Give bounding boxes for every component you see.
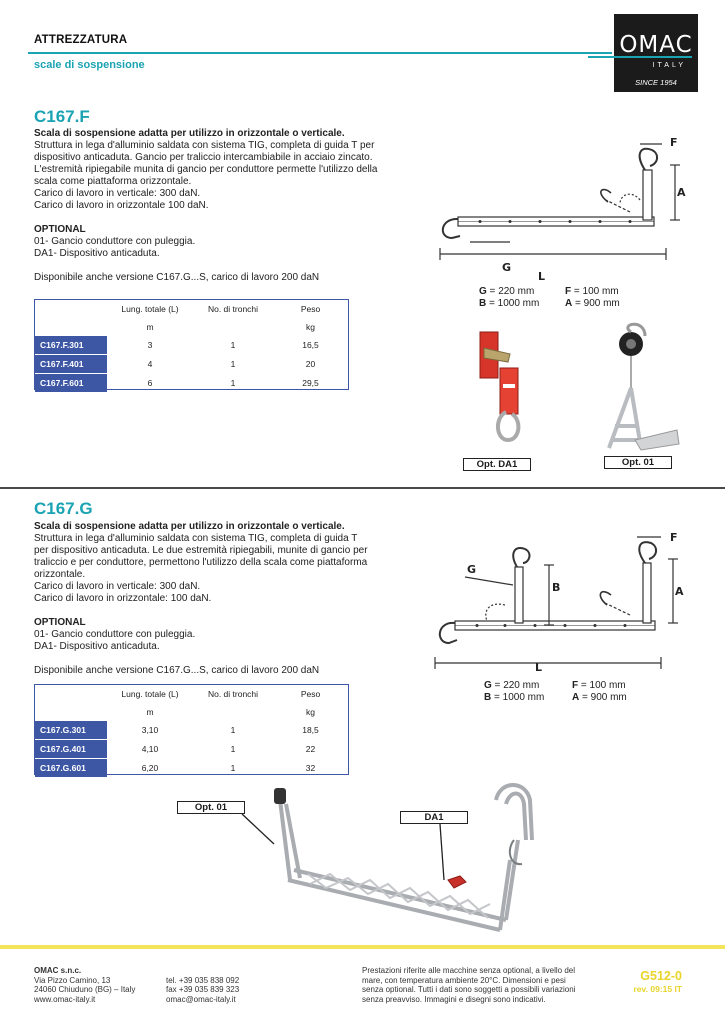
- weight-cell: 29,5: [302, 378, 319, 388]
- dim-row: B = 1000 mm A = 900 mm: [479, 298, 620, 309]
- subcategory-title: scale di sospensione: [34, 59, 145, 71]
- table-header-row: [35, 300, 348, 318]
- callout-lines: [240, 812, 480, 882]
- description-line: Carico di lavoro in verticale: 300 daN.: [34, 188, 201, 199]
- table-row: [35, 336, 348, 355]
- description-lead: Scala di sospensione adatta per utilizzo in orizzontale o verticale.: [34, 128, 345, 139]
- dim-a-value: 900 mm: [590, 692, 627, 703]
- optional-item: 01- Gancio conduttore con puleggia.: [34, 629, 196, 640]
- sections-cell: 1: [230, 359, 236, 369]
- weight-cell: 20: [305, 359, 316, 369]
- optional-heading: OPTIONAL: [34, 617, 86, 628]
- section-separator: [0, 487, 725, 489]
- logo-since: SINCE 1954: [635, 78, 677, 87]
- length-cell: 6,20: [141, 763, 159, 773]
- label-f: F: [670, 136, 678, 149]
- sections-cell: 1: [230, 340, 236, 351]
- label-f: F: [670, 531, 678, 544]
- length-cell: 4: [147, 359, 153, 369]
- label-a: A: [675, 585, 684, 598]
- table-units-row: [35, 703, 348, 721]
- disclaimer-line: mare, con temperatura ambiente 20°C. Dimensioni e pesi: [362, 975, 566, 985]
- logo-country: ITALY: [652, 62, 686, 69]
- model-code: C167.G.301: [35, 721, 107, 740]
- photo-label-opt-01: Opt. 01: [604, 456, 672, 469]
- description-line: Carico di lavoro in orizzontale 100 daN.: [34, 200, 209, 211]
- product-title-c167f: C167.F: [34, 107, 90, 126]
- model-code: C167.G.601: [35, 759, 107, 778]
- unit-cell: [193, 318, 273, 336]
- spec-table-c167f: [34, 299, 349, 390]
- optional-heading: OPTIONAL: [34, 224, 86, 235]
- disclaimer-line: senza preavviso. Immagini e disegni sono indicativi.: [362, 994, 546, 1004]
- unit-cell: kg: [306, 322, 315, 332]
- label-a: A: [677, 186, 686, 199]
- technical-drawing-c167f: [430, 130, 700, 290]
- unit-cell: [35, 318, 107, 336]
- address-line: Via Pizzo Camino, 13: [34, 975, 111, 985]
- availability-note: Disponibile anche versione C167.G...S, carico di lavoro 200 daN: [34, 272, 320, 283]
- header-cell: Lung. totale (L): [121, 689, 179, 699]
- dim-a-value: 900 mm: [583, 298, 620, 309]
- header-cell: Lung. totale (L): [121, 304, 179, 314]
- description-line: orizzontale.: [34, 569, 86, 580]
- dim-g-value: 220 mm: [498, 286, 535, 297]
- footer-company: [34, 966, 135, 1004]
- weight-cell: 32: [305, 763, 316, 773]
- company-name: OMAC s.n.c.: [34, 966, 82, 975]
- model-code: C167.G.401: [35, 740, 107, 759]
- header-cell: Peso: [300, 304, 321, 314]
- dim-b-value: 1000 mm: [497, 298, 540, 309]
- description-line: Carico di lavoro in orizzontale: 100 daN.: [34, 593, 212, 604]
- product-description-c167f: [34, 128, 414, 284]
- label-l: L: [535, 661, 543, 674]
- dimensions-c167g: [484, 680, 627, 704]
- logo-name: OMAC: [619, 32, 693, 58]
- label-l: L: [538, 270, 546, 283]
- dim-row: G = 220 mm F = 100 mm: [484, 680, 626, 691]
- website[interactable]: www.omac-italy.it: [34, 994, 96, 1004]
- weight-cell: 16,5: [302, 340, 319, 351]
- photo-conductor-hook-opt01: [595, 322, 685, 456]
- sections-cell: 1: [230, 378, 236, 388]
- sections-cell: 1: [230, 744, 236, 754]
- fax: fax +39 035 839 323: [166, 985, 240, 994]
- length-cell: 3,10: [141, 725, 159, 736]
- description-line: scala come piattaforma orizzontale.: [34, 176, 192, 187]
- omac-logo: [614, 14, 698, 92]
- description-line: Struttura in lega d'alluminio saldata con sistema TIG, completa di guida T per: [34, 140, 375, 151]
- document-code: G512-0: [640, 969, 682, 983]
- footer-contacts: [166, 976, 239, 1005]
- table-row: [35, 759, 348, 778]
- table-row: [35, 355, 348, 374]
- model-code: C167.F.401: [35, 355, 107, 374]
- unit-cell: m: [146, 322, 154, 332]
- product-description-c167g: [34, 521, 414, 677]
- dim-f-value: 100 mm: [582, 286, 619, 297]
- description-line: traliccio e per conduttore, permettono l'utilizzo della scala come piattaforma: [34, 557, 368, 568]
- dim-f-value: 100 mm: [589, 680, 626, 691]
- model-code: C167.F.601: [35, 374, 107, 393]
- dim-row: B = 1000 mm A = 900 mm: [484, 692, 627, 703]
- header-cell: No. di tronchi: [207, 304, 259, 314]
- dim-b-value: 1000 mm: [502, 692, 545, 703]
- length-cell: 4,10: [141, 744, 159, 754]
- optional-item: 01- Gancio conduttore con puleggia.: [34, 236, 196, 247]
- length-cell: 3: [147, 340, 153, 351]
- sections-cell: 1: [230, 763, 236, 773]
- address-line: 24060 Chiuduno (BG) – Italy: [34, 985, 136, 994]
- description-lead: Scala di sospensione adatta per utilizzo in orizzontale o verticale.: [34, 521, 345, 532]
- description-line: L'estremità ripiegabile munita di gancio per conduttore permette l'utilizzo della: [34, 164, 378, 175]
- availability-note: Disponibile anche versione C167.G...S, carico di lavoro 200 daN: [34, 665, 320, 676]
- disclaimer-line: senza optional. Tutti i dati sono soggetti a possibili variazioni: [362, 985, 576, 994]
- disclaimer-line: Prestazioni riferite alle macchine senza optional, a livello del: [362, 966, 575, 975]
- header-cell: No. di tronchi: [207, 689, 259, 699]
- email[interactable]: omac@omac-italy.it: [166, 994, 236, 1004]
- footer-accent-line: [0, 945, 725, 949]
- unit-cell: [35, 703, 107, 721]
- sections-cell: 1: [230, 725, 236, 736]
- header-rule: [28, 52, 612, 54]
- category-title: ATTREZZATURA: [34, 34, 128, 46]
- dimensions-c167f: [479, 286, 620, 310]
- unit-cell: [193, 703, 273, 721]
- model-code: C167.F.301: [35, 336, 107, 355]
- table-row: [35, 721, 348, 740]
- description-line: dispositivo anticaduta. Gancio per traliccio intercambiabile in acciaio zincato.: [34, 152, 373, 163]
- product-title-c167g: C167.G: [34, 499, 93, 518]
- dim-row: G = 220 mm F = 100 mm: [479, 286, 619, 297]
- label-g: G: [467, 563, 477, 576]
- weight-cell: 22: [305, 744, 316, 754]
- optional-item: DA1- Dispositivo anticaduta.: [34, 641, 160, 652]
- table-row: [35, 740, 348, 759]
- photo-fall-arrester-da1: [470, 328, 540, 450]
- spec-table-c167g: [34, 684, 349, 775]
- label-b: B: [552, 581, 561, 594]
- unit-cell: m: [146, 707, 154, 717]
- table-row: [35, 374, 348, 393]
- description-line: per dispositivo anticaduta. Le due estremità ripiegabili, munite di gancio per: [34, 545, 368, 556]
- document-revision: rev. 09:15 IT: [633, 984, 682, 994]
- description-line: Carico di lavoro in verticale: 300 daN.: [34, 581, 201, 592]
- unit-cell: kg: [306, 707, 315, 717]
- weight-cell: 18,5: [302, 725, 319, 736]
- footer-disclaimer: [362, 966, 592, 1004]
- table-header-row: [35, 685, 348, 703]
- photo-label-da1: DA1: [400, 811, 468, 824]
- dim-g-value: 220 mm: [503, 680, 540, 691]
- technical-drawing-c167g: [425, 525, 700, 680]
- label-g: G: [502, 261, 512, 274]
- header-cell: [35, 300, 107, 318]
- phone: tel. +39 035 838 092: [166, 975, 240, 985]
- header-cell: Peso: [300, 689, 321, 699]
- table-units-row: [35, 318, 348, 336]
- length-cell: 6: [147, 378, 153, 388]
- optional-item: DA1- Dispositivo anticaduta.: [34, 248, 160, 259]
- photo-label-opt-da1: Opt. DA1: [463, 458, 531, 471]
- header-cell: [35, 685, 107, 703]
- photo-label-opt-01: Opt. 01: [177, 801, 245, 814]
- description-line: Struttura in lega d'alluminio saldata con sistema TIG, completa di guida T: [34, 533, 358, 544]
